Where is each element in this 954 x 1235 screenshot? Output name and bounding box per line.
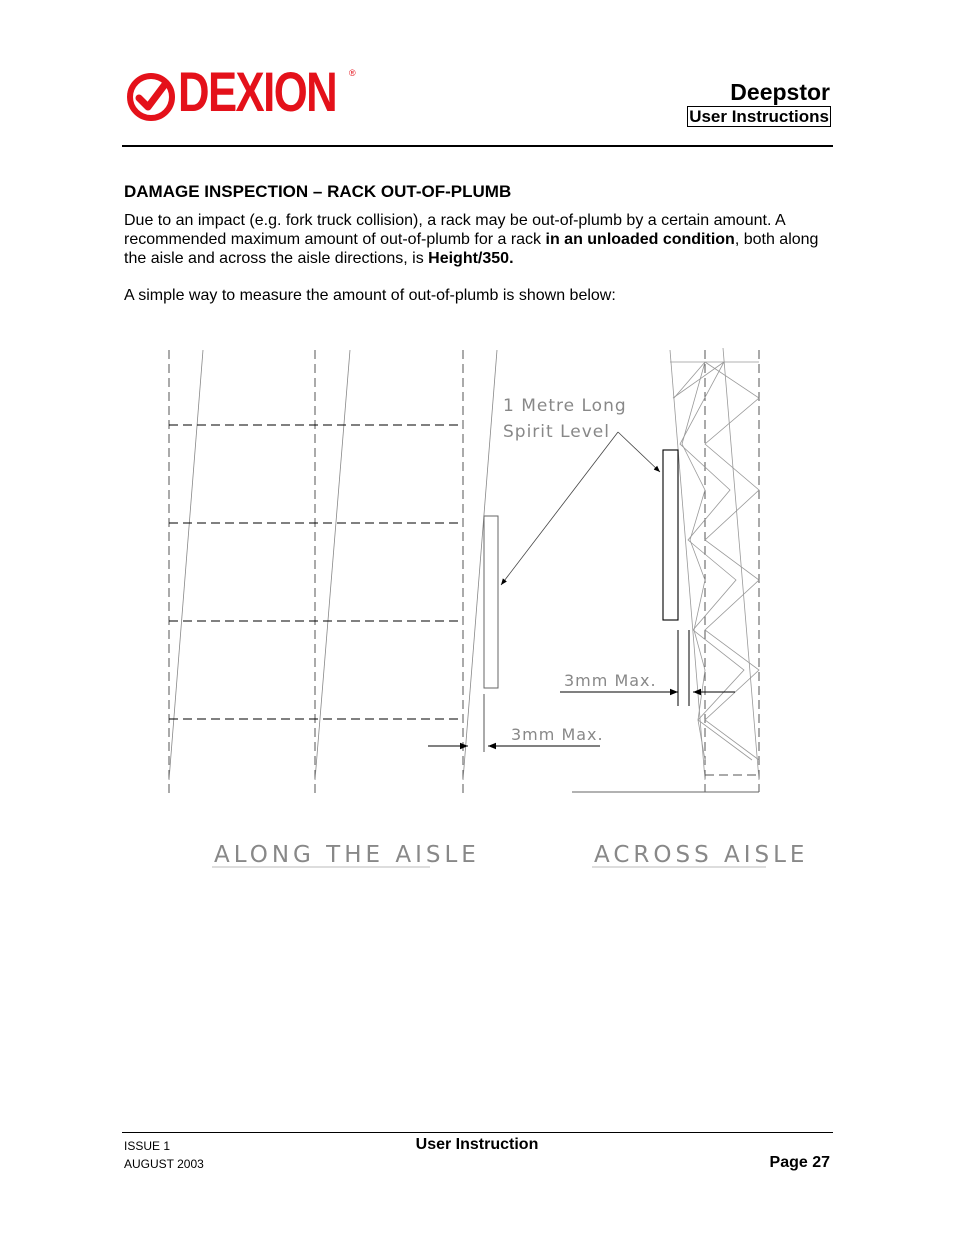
registered-mark: ® — [349, 68, 356, 78]
level-pointer-across — [618, 432, 660, 472]
caption-along-aisle: ALONG THE AISLE — [214, 842, 480, 868]
footer-document-type: User Instruction — [415, 1136, 539, 1153]
intro-emphasis-height: Height/350. — [428, 250, 514, 267]
along-aisle-uprights — [169, 350, 463, 795]
document-subtitle: User Instructions — [689, 107, 829, 126]
document-title: Deepstor — [730, 79, 830, 105]
intro-emphasis-unloaded: in an unloaded condition — [545, 231, 735, 248]
max-label-along: 3mm Max. — [511, 725, 604, 744]
spirit-level-across — [663, 450, 678, 620]
footer-issue: ISSUE 1 — [124, 1139, 171, 1153]
intro-paragraph — [124, 211, 836, 268]
footer-page-number: Page 27 — [769, 1154, 830, 1171]
measure-paragraph: A simple way to measure the amount of out-of-plumb is shown below: — [124, 287, 616, 304]
dexion-logo — [126, 60, 366, 124]
intro-text-2: , both along the aisle and across the aisle directions, is — [124, 231, 819, 267]
caption-across-aisle: ACROSS AISLE — [594, 842, 809, 868]
along-aisle-leaning-uprights — [169, 350, 497, 780]
footer-date: AUGUST 2003 — [124, 1157, 204, 1171]
max-label-across: 3mm Max. — [564, 671, 657, 690]
spirit-level-along — [484, 516, 498, 688]
along-aisle-beams — [169, 425, 463, 719]
out-of-plumb-diagram — [160, 340, 809, 880]
checkmark-circle-icon — [126, 70, 178, 122]
footer-divider — [122, 1132, 833, 1133]
level-pointer-along — [501, 432, 618, 585]
header-divider — [122, 145, 833, 147]
level-label-line1: 1 Metre Long — [503, 396, 627, 416]
across-aisle-leaning-frame — [670, 348, 759, 780]
logo-wordmark: DEXION — [178, 60, 337, 123]
section-title: DAMAGE INSPECTION – RACK OUT-OF-PLUMB — [124, 182, 512, 201]
intro-text-1: Due to an impact (e.g. fork truck collision), a rack may be out-of-plumb by a certain amount. A recommended maximum amount of out-of-plumb for a rack — [124, 212, 785, 248]
level-label-line2: Spirit Level — [503, 422, 610, 442]
